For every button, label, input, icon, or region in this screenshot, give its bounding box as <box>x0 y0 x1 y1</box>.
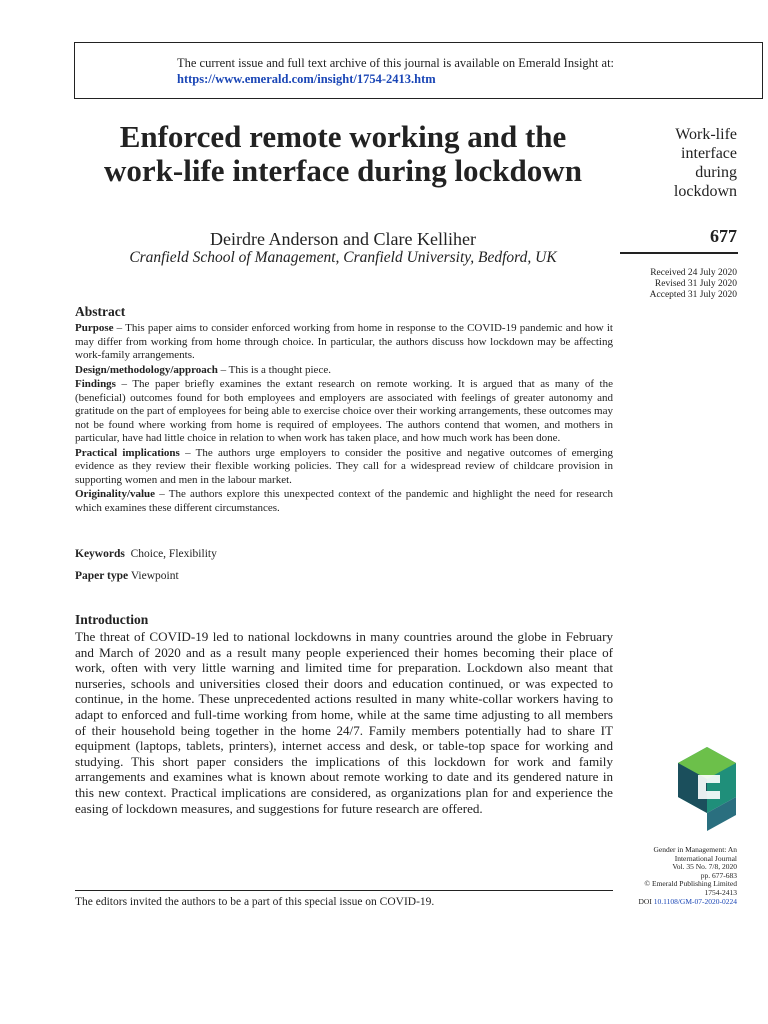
article-dates <box>650 268 737 301</box>
section-text: – The paper briefly examines the extant research on remote working. It is argued that as many of the (beneficial) outcomes found for both employees and employers are associated with feelings of greater autonomy and gratitude on the part of employees for being able to exercise choice over their working arrangements, these outcomes may not be found where working from home is required of employees. The authors contend that women, and mothers in particular, have had little choice in relation to when work has taken place, and how much work has been done. <box>75 378 613 444</box>
journal-link[interactable]: https://www.emerald.com/insight/1754-2413.htm <box>177 72 436 86</box>
doi-link[interactable]: 10.1108/GM-07-2020-0224 <box>653 896 737 906</box>
emerald-logo <box>676 745 738 833</box>
introduction-heading: Introduction <box>75 612 149 627</box>
section-text: – This is a thought piece. <box>217 363 331 376</box>
doi-label: DOI <box>638 896 652 906</box>
revised-date: Revised 31 July 2020 <box>654 279 737 289</box>
banner-text: The current issue and full text archive of this journal is available on Emerald Insight at: <box>177 56 615 70</box>
journal-publisher: © Emerald Publishing Limited <box>644 879 737 889</box>
section-label: Practical implications <box>75 446 180 459</box>
paper-type-label: Paper type <box>75 570 129 582</box>
keywords <box>75 548 217 560</box>
section-text: – The authors urge employers to consider the positive and negative outcomes of emerging evidence as they review their flexible working policies. They call for a widespread review of childcare provision in supporting women and men in the labour market. <box>75 446 613 486</box>
running-head-line: Work-life <box>675 126 737 143</box>
paper-title: Enforced remote working and the work-life interface during lockdown <box>104 119 582 188</box>
section-label: Purpose <box>75 322 114 334</box>
keywords-label: Keywords <box>75 548 125 560</box>
section-text: – The authors explore this unexpected context of the pandemic and highlight the need for research which examines these different circumstances. <box>75 488 613 514</box>
running-head <box>674 125 737 201</box>
abstract-design <box>75 364 613 378</box>
paper-type <box>75 570 179 582</box>
section-label: Design/methodology/approach <box>75 363 218 376</box>
abstract-body <box>75 322 613 516</box>
access-banner <box>74 42 763 99</box>
journal-volume: Vol. 35 No. 7/8, 2020 <box>672 862 737 872</box>
keywords-value: Choice, Flexibility <box>130 548 217 560</box>
page-number: 677 <box>710 226 737 246</box>
accepted-date: Accepted 31 July 2020 <box>649 290 737 300</box>
received-date: Received 24 July 2020 <box>650 268 737 278</box>
section-label: Originality/value <box>75 488 156 500</box>
doi-line <box>607 898 737 907</box>
abstract-findings <box>75 378 613 446</box>
footnote-divider <box>75 890 613 891</box>
section-text: – This paper aims to consider enforced working from home in response to the COVID-19 pandemic and how it may differ from working from home through choice. In particular, the authors discuss how lockdown may be affecting work-family arrangements. <box>75 322 613 361</box>
journal-info <box>607 846 737 906</box>
running-head-line: interface <box>681 145 737 162</box>
abstract-practical <box>75 447 613 488</box>
journal-name: Gender in Management: An <box>653 845 737 854</box>
abstract-purpose <box>75 322 613 363</box>
footnote: The editors invited the authors to be a part of this special issue on COVID-19. <box>75 896 435 908</box>
introduction-body: The threat of COVID-19 led to national lockdowns in many countries around the globe in February and March of 2020 and as a result many people experienced their homes becoming their place of work, often with very little warning and limited time for preparation. Lockdown also meant that nurseries, schools and universities closed their doors and education continued, or was expected to continue, in the home. These unprecedented actions resulted in many white-collar workers having to adapt to enforced and full-time working from home, while at the same time adjusting to all members of their household being together in the home 24/7. Family members potentially had to share IT equipment (laptops, tablets, printers), internet access and desk, or table-top space for working and studying. This short paper considers the implications of this lockdown for work and family arrangements and examines what is known about remote working to date and its gendered nature in this new context. Practical implications are considered, as organizations plan for and experience the easing of lockdown measures, and suggestions for future research are offered. <box>75 629 613 816</box>
side-divider <box>620 252 738 254</box>
abstract-originality <box>75 488 613 515</box>
running-head-line: lockdown <box>673 183 737 200</box>
paper-type-value: Viewpoint <box>130 570 179 582</box>
affiliation: Cranfield School of Management, Cranfield University, Bedford, UK <box>129 249 557 266</box>
journal-pages: pp. 677-683 <box>700 870 737 880</box>
journal-issn: 1754-2413 <box>704 887 737 897</box>
abstract-heading: Abstract <box>75 304 126 319</box>
authors: Deirdre Anderson and Clare Kelliher <box>210 229 476 249</box>
journal-name-cont: International Journal <box>674 853 737 863</box>
section-label: Findings <box>75 378 116 390</box>
running-head-line: during <box>695 164 737 181</box>
